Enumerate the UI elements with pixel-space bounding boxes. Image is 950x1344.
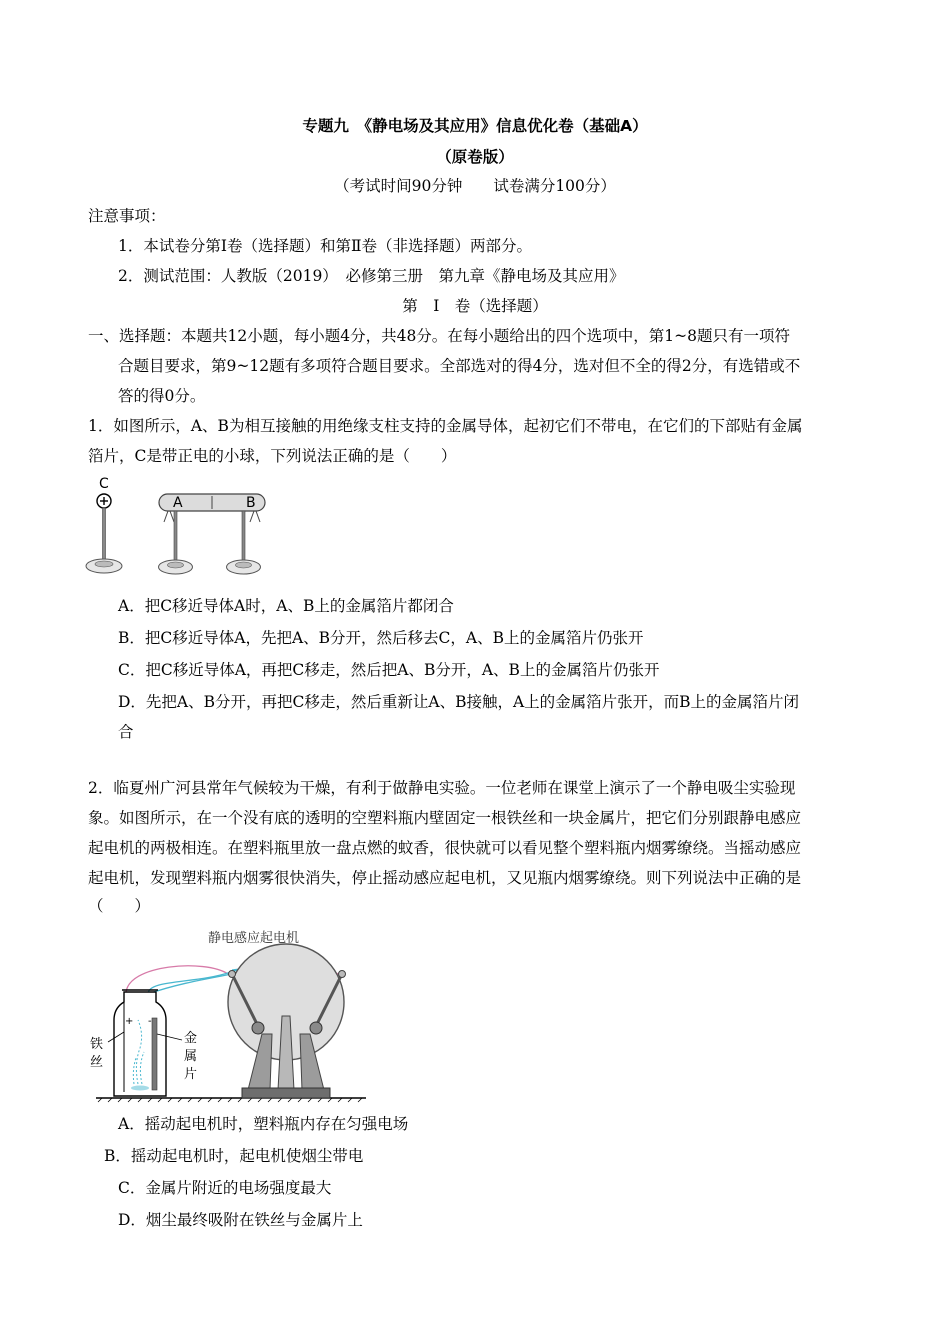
q2-plate-label: 金 <box>184 1031 198 1046</box>
q1-option-d: D．先把A、B分开，再把C移走，然后重新让A、B接触，A上的金属箔片张开，而B上的金属箔片闭 <box>118 693 800 711</box>
q2-wire-label: 铁 <box>90 1037 104 1052</box>
q1-option-a: A．把C移近导体A时，A、B上的金属箔片都闭合 <box>118 597 454 615</box>
q2-option-d: D．烟尘最终吸附在铁丝与金属片上 <box>118 1211 363 1229</box>
q1-option-d-cont: 合 <box>118 723 134 741</box>
q2-minus-sign: - <box>148 1016 152 1027</box>
exam-subtitle: （原卷版） <box>436 148 514 166</box>
q2-stem-line: 象。如图所示，在一个没有底的透明的空塑料瓶内壁固定一根铁丝和一块金属片，把它们分别跟静电感应 <box>88 809 802 827</box>
q1-label-c: C <box>99 476 109 492</box>
q2-stem-line: 起电机，发现塑料瓶内烟雾很快消失，停止摇动感应起电机，又见瓶内烟雾缭绕。则下列说法中正确的是 <box>88 869 802 887</box>
q1-option-b: B．把C移近导体A，先把A、B分开，然后移去C，A、B上的金属箔片仍张开 <box>118 629 644 647</box>
q1-conductor-figure <box>84 474 284 582</box>
q1-label-b: B <box>246 495 256 511</box>
exam-title: 专题九 《静电场及其应用》信息优化卷（基础A） <box>302 117 648 135</box>
section-intro-line: 一、选择题：本题共12小题，每小题4分，共48分。在每小题给出的四个选项中，第1~8题只有一项符 <box>88 327 791 345</box>
q1-stem-line: 1．如图所示，A、B为相互接触的用绝缘支柱支持的金属导体，起初它们不带电，在它们的下部贴有金属 <box>88 417 803 435</box>
q2-plus-sign: + <box>125 1016 134 1027</box>
section-intro-line: 合题目要求，第9~12题有多项符合题目要求。全部选对的得4分，选对但不全的得2分，有选错或不 <box>118 357 801 375</box>
notes-heading: 注意事项： <box>88 207 166 225</box>
exam-info: （考试时间90分钟 试卷满分100分） <box>334 177 616 195</box>
q2-electrostatic-precipitator-figure <box>86 924 370 1110</box>
section-title: 第 Ⅰ 卷（选择题） <box>402 297 548 315</box>
notes-item: 1．本试卷分第Ⅰ卷（选择题）和第Ⅱ卷（非选择题）两部分。 <box>118 237 533 255</box>
q2-option-a: A．摇动起电机时，塑料瓶内存在匀强电场 <box>118 1115 409 1133</box>
q1-label-a: A <box>173 495 183 511</box>
q2-stem-line: 2．临夏州广河县常年气候较为干燥，有利于做静电实验。一位老师在课堂上演示了一个静电吸尘实验现 <box>88 779 796 797</box>
q2-machine-label: 静电感应起电机 <box>208 931 300 946</box>
q2-plate-label: 片 <box>184 1067 198 1082</box>
q1-stem-line: 箔片，C是带正电的小球，下列说法正确的是（ ） <box>88 447 457 465</box>
q2-wire-label: 丝 <box>90 1055 104 1070</box>
q2-plate-label: 属 <box>184 1049 198 1064</box>
q2-stem-line: （ ） <box>88 897 151 915</box>
notes-item: 2．测试范围：人教版（2019） 必修第三册 第九章《静电场及其应用》 <box>118 267 625 285</box>
q1-option-c: C．把C移近导体A，再把C移走，然后把A、B分开，A、B上的金属箔片仍张开 <box>118 661 660 679</box>
q2-stem-line: 起电机的两极相连。在塑料瓶里放一盘点燃的蚊香，很快就可以看见整个塑料瓶内烟雾缭绕。当摇动感应 <box>88 839 802 857</box>
section-intro-line: 答的得0分。 <box>118 387 206 405</box>
q2-option-b: B．摇动起电机时，起电机使烟尘带电 <box>104 1147 364 1165</box>
q2-option-c: C．金属片附近的电场强度最大 <box>118 1179 332 1197</box>
